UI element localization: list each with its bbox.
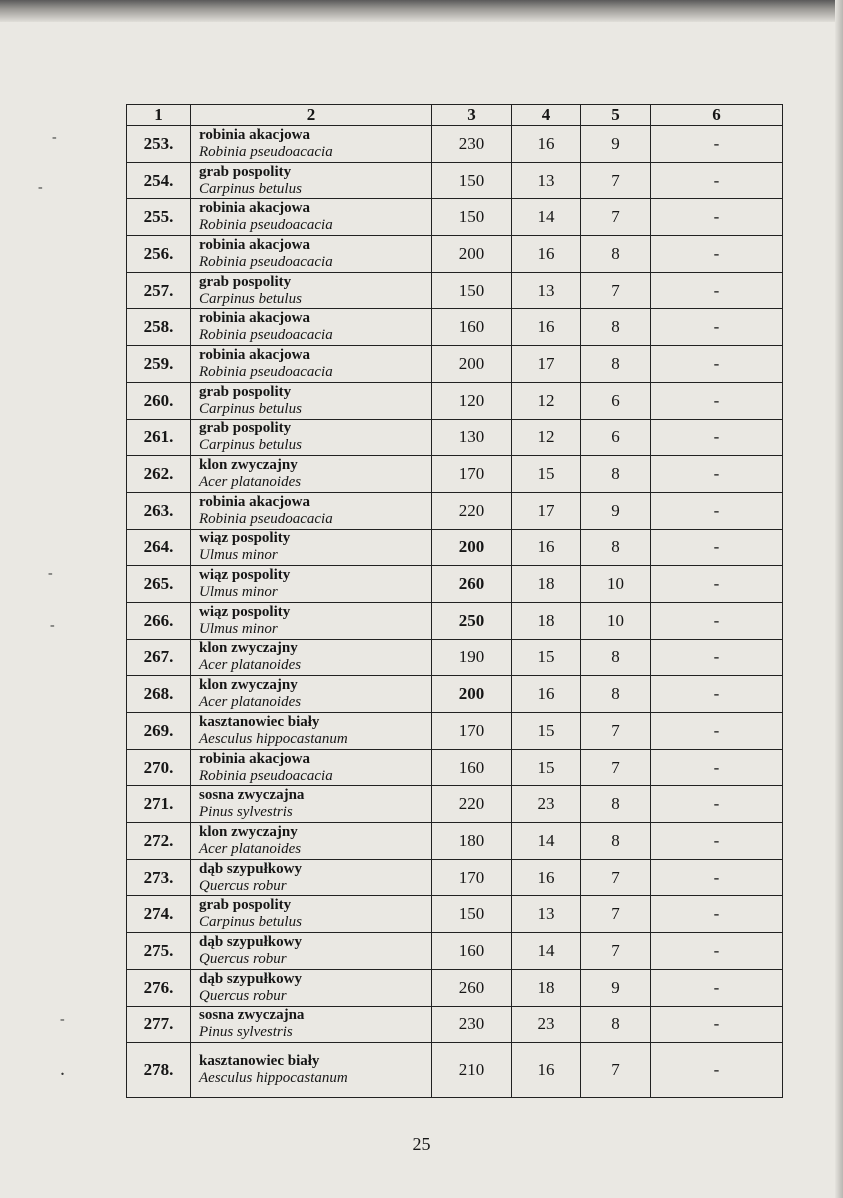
value-col5: 8	[581, 456, 651, 493]
table-row	[127, 419, 783, 456]
value-col3: 200	[432, 236, 512, 273]
species-cell	[191, 859, 432, 896]
value-col4: 13	[512, 162, 581, 199]
value-col5: 8	[581, 786, 651, 823]
column-header: 3	[432, 105, 512, 126]
value-col5: 7	[581, 1043, 651, 1098]
value-col3: 210	[432, 1043, 512, 1098]
table-row	[127, 823, 783, 860]
row-number: 268.	[127, 676, 191, 713]
value-col3: 160	[432, 933, 512, 970]
value-col6: -	[651, 602, 783, 639]
table-row	[127, 786, 783, 823]
margin-mark: -	[60, 1012, 65, 1027]
species-cell	[191, 492, 432, 529]
species-cell	[191, 1043, 432, 1098]
value-col6: -	[651, 639, 783, 676]
column-header: 2	[191, 105, 432, 126]
value-col5: 7	[581, 162, 651, 199]
row-number: 267.	[127, 639, 191, 676]
row-number: 260.	[127, 382, 191, 419]
value-col4: 18	[512, 566, 581, 603]
table-row	[127, 749, 783, 786]
polish-name: grab pospolity	[199, 897, 292, 914]
table-row	[127, 309, 783, 346]
margin-mark: -	[48, 566, 53, 581]
value-col6: -	[651, 749, 783, 786]
latin-name: Carpinus betulus	[199, 290, 302, 307]
table-row	[127, 126, 783, 163]
polish-name: dąb szypułkowy	[199, 860, 302, 877]
row-number: 274.	[127, 896, 191, 933]
table-row	[127, 456, 783, 493]
value-col6: -	[651, 309, 783, 346]
value-col4: 13	[512, 896, 581, 933]
value-col6: -	[651, 859, 783, 896]
latin-name: Quercus robur	[199, 877, 287, 894]
row-number: 269.	[127, 713, 191, 750]
table-row	[127, 639, 783, 676]
latin-name: Robinia pseudoacacia	[199, 143, 333, 160]
value-col4: 17	[512, 492, 581, 529]
row-number: 278.	[127, 1043, 191, 1098]
value-col6: -	[651, 529, 783, 566]
table-row	[127, 346, 783, 383]
polish-name: grab pospolity	[199, 383, 292, 400]
polish-name: grab pospolity	[199, 163, 292, 180]
row-number: 253.	[127, 126, 191, 163]
value-col3: 230	[432, 1006, 512, 1043]
value-col4: 15	[512, 713, 581, 750]
value-col5: 9	[581, 492, 651, 529]
value-col3: 160	[432, 749, 512, 786]
value-col5: 10	[581, 566, 651, 603]
latin-name: Carpinus betulus	[199, 400, 302, 417]
species-cell	[191, 162, 432, 199]
polish-name: grab pospolity	[199, 420, 292, 437]
table-row	[127, 529, 783, 566]
value-col3: 130	[432, 419, 512, 456]
value-col6: -	[651, 382, 783, 419]
value-col6: -	[651, 1006, 783, 1043]
value-col3: 170	[432, 456, 512, 493]
table-row	[127, 162, 783, 199]
polish-name: sosna zwyczajna	[199, 787, 305, 804]
column-header: 5	[581, 105, 651, 126]
column-header: 4	[512, 105, 581, 126]
latin-name: Robinia pseudoacacia	[199, 327, 333, 344]
value-col4: 15	[512, 639, 581, 676]
species-cell	[191, 309, 432, 346]
species-cell	[191, 419, 432, 456]
polish-name: wiąz pospolity	[199, 530, 291, 547]
latin-name: Carpinus betulus	[199, 437, 302, 454]
latin-name: Pinus sylvestris	[199, 804, 293, 821]
value-col3: 230	[432, 126, 512, 163]
table-row	[127, 236, 783, 273]
table-row	[127, 896, 783, 933]
latin-name: Robinia pseudoacacia	[199, 767, 333, 784]
value-col5: 7	[581, 896, 651, 933]
latin-name: Carpinus betulus	[199, 914, 302, 931]
value-col4: 23	[512, 1006, 581, 1043]
polish-name: klon zwyczajny	[199, 640, 298, 657]
value-col3: 260	[432, 566, 512, 603]
species-cell	[191, 602, 432, 639]
value-col3: 150	[432, 199, 512, 236]
polish-name: wiąz pospolity	[199, 603, 291, 620]
polish-name: kasztanowiec biały	[199, 713, 320, 730]
value-col6: -	[651, 492, 783, 529]
value-col4: 16	[512, 859, 581, 896]
value-col6: -	[651, 896, 783, 933]
value-col6: -	[651, 566, 783, 603]
row-number: 261.	[127, 419, 191, 456]
value-col5: 9	[581, 969, 651, 1006]
margin-mark: .	[60, 1058, 65, 1080]
latin-name: Aesculus hippocastanum	[199, 1070, 348, 1087]
value-col3: 120	[432, 382, 512, 419]
value-col5: 8	[581, 676, 651, 713]
table-row	[127, 859, 783, 896]
row-number: 264.	[127, 529, 191, 566]
species-cell	[191, 749, 432, 786]
value-col5: 9	[581, 126, 651, 163]
row-number: 265.	[127, 566, 191, 603]
polish-name: klon zwyczajny	[199, 677, 298, 694]
polish-name: robinia akacjowa	[199, 310, 310, 327]
species-cell	[191, 823, 432, 860]
column-header: 6	[651, 105, 783, 126]
table-row	[127, 602, 783, 639]
table-row	[127, 1006, 783, 1043]
value-col5: 6	[581, 419, 651, 456]
latin-name: Ulmus minor	[199, 584, 278, 601]
row-number: 272.	[127, 823, 191, 860]
table-row	[127, 566, 783, 603]
value-col4: 18	[512, 969, 581, 1006]
species-cell	[191, 896, 432, 933]
species-cell	[191, 1006, 432, 1043]
value-col4: 17	[512, 346, 581, 383]
row-number: 270.	[127, 749, 191, 786]
value-col3: 220	[432, 786, 512, 823]
table-row	[127, 969, 783, 1006]
value-col4: 23	[512, 786, 581, 823]
row-number: 262.	[127, 456, 191, 493]
value-col3: 180	[432, 823, 512, 860]
species-cell	[191, 639, 432, 676]
value-col3: 200	[432, 676, 512, 713]
value-col3: 150	[432, 272, 512, 309]
value-col6: -	[651, 823, 783, 860]
value-col4: 16	[512, 126, 581, 163]
value-col3: 150	[432, 896, 512, 933]
value-col4: 15	[512, 456, 581, 493]
value-col4: 14	[512, 823, 581, 860]
value-col6: -	[651, 786, 783, 823]
table-header-row	[127, 105, 783, 126]
species-cell	[191, 786, 432, 823]
value-col4: 16	[512, 529, 581, 566]
value-col6: -	[651, 272, 783, 309]
row-number: 275.	[127, 933, 191, 970]
latin-name: Robinia pseudoacacia	[199, 510, 333, 527]
latin-name: Robinia pseudoacacia	[199, 217, 333, 234]
value-col6: -	[651, 346, 783, 383]
latin-name: Acer platanoides	[199, 694, 302, 711]
polish-name: robinia akacjowa	[199, 493, 310, 510]
value-col4: 13	[512, 272, 581, 309]
row-number: 263.	[127, 492, 191, 529]
polish-name: robinia akacjowa	[199, 200, 310, 217]
species-cell	[191, 456, 432, 493]
species-cell	[191, 713, 432, 750]
table-row	[127, 713, 783, 750]
value-col3: 150	[432, 162, 512, 199]
latin-name: Robinia pseudoacacia	[199, 253, 333, 270]
polish-name: klon zwyczajny	[199, 457, 298, 474]
value-col5: 8	[581, 1006, 651, 1043]
value-col6: -	[651, 1043, 783, 1098]
value-col4: 12	[512, 419, 581, 456]
row-number: 266.	[127, 602, 191, 639]
value-col4: 14	[512, 199, 581, 236]
margin-mark: -	[50, 618, 55, 633]
species-cell	[191, 199, 432, 236]
value-col4: 18	[512, 602, 581, 639]
value-col3: 170	[432, 859, 512, 896]
row-number: 255.	[127, 199, 191, 236]
row-number: 258.	[127, 309, 191, 346]
latin-name: Acer platanoides	[199, 474, 302, 491]
latin-name: Pinus sylvestris	[199, 1024, 293, 1041]
value-col5: 8	[581, 639, 651, 676]
species-cell	[191, 126, 432, 163]
value-col3: 170	[432, 713, 512, 750]
value-col6: -	[651, 419, 783, 456]
species-cell	[191, 676, 432, 713]
value-col4: 16	[512, 1043, 581, 1098]
table-row	[127, 199, 783, 236]
value-col6: -	[651, 456, 783, 493]
value-col3: 200	[432, 346, 512, 383]
value-col4: 16	[512, 309, 581, 346]
value-col3: 200	[432, 529, 512, 566]
table-row	[127, 933, 783, 970]
value-col5: 8	[581, 236, 651, 273]
row-number: 273.	[127, 859, 191, 896]
value-col3: 250	[432, 602, 512, 639]
value-col5: 7	[581, 859, 651, 896]
species-cell	[191, 272, 432, 309]
table-row	[127, 272, 783, 309]
value-col4: 16	[512, 236, 581, 273]
value-col5: 7	[581, 749, 651, 786]
value-col6: -	[651, 713, 783, 750]
latin-name: Robinia pseudoacacia	[199, 363, 333, 380]
value-col5: 8	[581, 309, 651, 346]
page-number: 25	[412, 1134, 431, 1154]
value-col5: 7	[581, 199, 651, 236]
value-col5: 7	[581, 713, 651, 750]
polish-name: kasztanowiec biały	[199, 1053, 320, 1070]
latin-name: Ulmus minor	[199, 620, 278, 637]
value-col5: 8	[581, 346, 651, 383]
polish-name: dąb szypułkowy	[199, 970, 302, 987]
tree-inventory-table	[126, 104, 783, 1098]
polish-name: robinia akacjowa	[199, 126, 310, 143]
polish-name: robinia akacjowa	[199, 236, 310, 253]
row-number: 254.	[127, 162, 191, 199]
table-body	[127, 126, 783, 1098]
table-row	[127, 382, 783, 419]
value-col3: 260	[432, 969, 512, 1006]
value-col4: 15	[512, 749, 581, 786]
value-col6: -	[651, 933, 783, 970]
value-col3: 190	[432, 639, 512, 676]
polish-name: robinia akacjowa	[199, 750, 310, 767]
margin-mark: -	[38, 180, 43, 195]
species-cell	[191, 566, 432, 603]
latin-name: Quercus robur	[199, 950, 287, 967]
species-cell	[191, 236, 432, 273]
latin-name: Acer platanoides	[199, 840, 302, 857]
species-cell	[191, 969, 432, 1006]
species-cell	[191, 933, 432, 970]
value-col6: -	[651, 162, 783, 199]
latin-name: Aesculus hippocastanum	[199, 730, 348, 747]
value-col6: -	[651, 199, 783, 236]
polish-name: robinia akacjowa	[199, 346, 310, 363]
value-col6: -	[651, 126, 783, 163]
polish-name: wiąz pospolity	[199, 567, 291, 584]
row-number: 277.	[127, 1006, 191, 1043]
margin-mark: -	[52, 130, 57, 145]
row-number: 256.	[127, 236, 191, 273]
latin-name: Quercus robur	[199, 987, 287, 1004]
polish-name: dąb szypułkowy	[199, 933, 302, 950]
latin-name: Acer platanoides	[199, 657, 302, 674]
row-number: 276.	[127, 969, 191, 1006]
value-col5: 10	[581, 602, 651, 639]
table-row	[127, 492, 783, 529]
value-col5: 7	[581, 272, 651, 309]
value-col4: 16	[512, 676, 581, 713]
polish-name: sosna zwyczajna	[199, 1007, 305, 1024]
value-col5: 7	[581, 933, 651, 970]
value-col6: -	[651, 236, 783, 273]
value-col3: 220	[432, 492, 512, 529]
row-number: 271.	[127, 786, 191, 823]
value-col4: 12	[512, 382, 581, 419]
value-col6: -	[651, 969, 783, 1006]
value-col5: 6	[581, 382, 651, 419]
value-col3: 160	[432, 309, 512, 346]
species-cell	[191, 529, 432, 566]
species-cell	[191, 346, 432, 383]
value-col6: -	[651, 676, 783, 713]
value-col5: 8	[581, 823, 651, 860]
table-row	[127, 1043, 783, 1098]
polish-name: grab pospolity	[199, 273, 292, 290]
latin-name: Carpinus betulus	[199, 180, 302, 197]
species-cell	[191, 382, 432, 419]
polish-name: klon zwyczajny	[199, 823, 298, 840]
column-header: 1	[127, 105, 191, 126]
row-number: 259.	[127, 346, 191, 383]
value-col5: 8	[581, 529, 651, 566]
scan-edge-top	[0, 0, 843, 22]
latin-name: Ulmus minor	[199, 547, 278, 564]
scan-edge-right	[835, 0, 843, 1198]
value-col4: 14	[512, 933, 581, 970]
row-number: 257.	[127, 272, 191, 309]
table-row	[127, 676, 783, 713]
